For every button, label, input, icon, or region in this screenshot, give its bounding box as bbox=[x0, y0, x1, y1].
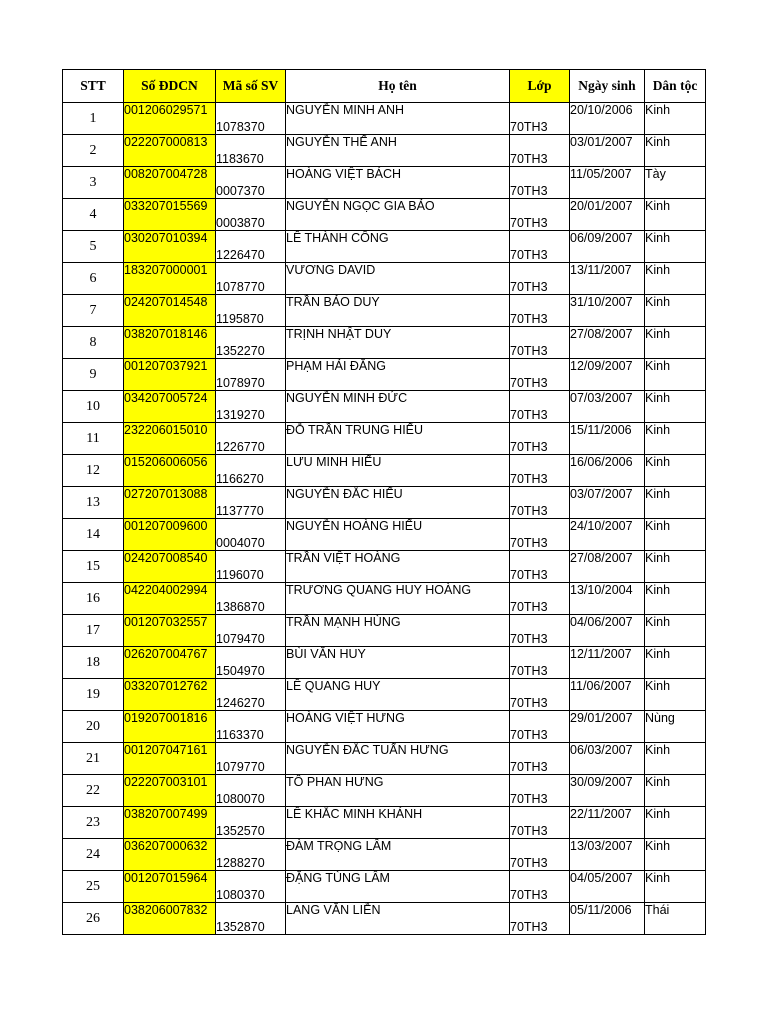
cell-student-id: 1226770 bbox=[216, 423, 286, 455]
cell-id-card: 019207001816 bbox=[124, 711, 216, 743]
table-row bbox=[63, 135, 706, 167]
cell-id-card: 001207047161 bbox=[124, 743, 216, 775]
cell-student-id: 1288270 bbox=[216, 839, 286, 871]
cell-class: 70TH3 bbox=[510, 231, 570, 263]
cell-ethnicity: Kinh bbox=[645, 839, 706, 871]
cell-class: 70TH3 bbox=[510, 487, 570, 519]
student-list-table bbox=[62, 69, 706, 935]
table-row bbox=[63, 871, 706, 903]
cell-stt: 12 bbox=[63, 455, 124, 487]
cell-id-card: 183207000001 bbox=[124, 263, 216, 295]
cell-class: 70TH3 bbox=[510, 423, 570, 455]
cell-name: TRẦN MẠNH HÙNG bbox=[286, 615, 510, 647]
cell-name: NGUYỄN ĐẮC TUẤN HƯNG bbox=[286, 743, 510, 775]
cell-class: 70TH3 bbox=[510, 327, 570, 359]
cell-name: PHẠM HẢI ĐĂNG bbox=[286, 359, 510, 391]
cell-student-id: 1504970 bbox=[216, 647, 286, 679]
cell-id-card: 232206015010 bbox=[124, 423, 216, 455]
cell-stt: 20 bbox=[63, 711, 124, 743]
table-row bbox=[63, 583, 706, 615]
cell-student-id: 1078970 bbox=[216, 359, 286, 391]
cell-student-id: 1166270 bbox=[216, 455, 286, 487]
cell-id-card: 015206006056 bbox=[124, 455, 216, 487]
cell-name: NGUYỄN THẾ ANH bbox=[286, 135, 510, 167]
cell-ethnicity: Kinh bbox=[645, 327, 706, 359]
cell-dob: 16/06/2006 bbox=[570, 455, 645, 487]
cell-name: LÊ THÀNH CÔNG bbox=[286, 231, 510, 263]
cell-dob: 07/03/2007 bbox=[570, 391, 645, 423]
cell-stt: 17 bbox=[63, 615, 124, 647]
table-row bbox=[63, 199, 706, 231]
cell-class: 70TH3 bbox=[510, 519, 570, 551]
cell-id-card: 001206029571 bbox=[124, 103, 216, 135]
cell-class: 70TH3 bbox=[510, 807, 570, 839]
cell-class: 70TH3 bbox=[510, 647, 570, 679]
cell-dob: 11/05/2007 bbox=[570, 167, 645, 199]
cell-stt: 19 bbox=[63, 679, 124, 711]
cell-stt: 9 bbox=[63, 359, 124, 391]
cell-dob: 27/08/2007 bbox=[570, 551, 645, 583]
cell-id-card: 033207012762 bbox=[124, 679, 216, 711]
cell-name: TRỊNH NHẬT DUY bbox=[286, 327, 510, 359]
cell-ethnicity: Kinh bbox=[645, 391, 706, 423]
cell-student-id: 1080370 bbox=[216, 871, 286, 903]
table-row bbox=[63, 743, 706, 775]
header-class: Lớp bbox=[510, 70, 570, 103]
cell-id-card: 024207014548 bbox=[124, 295, 216, 327]
table-row bbox=[63, 519, 706, 551]
cell-class: 70TH3 bbox=[510, 711, 570, 743]
cell-name: HOÀNG VIỆT BÁCH bbox=[286, 167, 510, 199]
cell-id-card: 001207015964 bbox=[124, 871, 216, 903]
cell-name: BÙI VĂN HUY bbox=[286, 647, 510, 679]
cell-name: VƯƠNG DAVID bbox=[286, 263, 510, 295]
cell-id-card: 036207000632 bbox=[124, 839, 216, 871]
cell-class: 70TH3 bbox=[510, 903, 570, 935]
cell-stt: 14 bbox=[63, 519, 124, 551]
cell-id-card: 022207003101 bbox=[124, 775, 216, 807]
cell-id-card: 008207004728 bbox=[124, 167, 216, 199]
cell-dob: 22/11/2007 bbox=[570, 807, 645, 839]
cell-stt: 6 bbox=[63, 263, 124, 295]
table-row bbox=[63, 615, 706, 647]
cell-stt: 18 bbox=[63, 647, 124, 679]
cell-student-id: 0004070 bbox=[216, 519, 286, 551]
cell-dob: 20/10/2006 bbox=[570, 103, 645, 135]
cell-ethnicity: Kinh bbox=[645, 743, 706, 775]
cell-class: 70TH3 bbox=[510, 167, 570, 199]
cell-student-id: 1078370 bbox=[216, 103, 286, 135]
cell-class: 70TH3 bbox=[510, 359, 570, 391]
cell-id-card: 030207010394 bbox=[124, 231, 216, 263]
cell-student-id: 1137770 bbox=[216, 487, 286, 519]
cell-name: ĐẶNG TÙNG LÂM bbox=[286, 871, 510, 903]
cell-id-card: 024207008540 bbox=[124, 551, 216, 583]
cell-stt: 2 bbox=[63, 135, 124, 167]
cell-student-id: 1078770 bbox=[216, 263, 286, 295]
cell-student-id: 1352870 bbox=[216, 903, 286, 935]
cell-ethnicity: Kinh bbox=[645, 295, 706, 327]
cell-dob: 15/11/2006 bbox=[570, 423, 645, 455]
table-row bbox=[63, 551, 706, 583]
header-ethnicity: Dân tộc bbox=[645, 70, 706, 103]
table-row bbox=[63, 647, 706, 679]
cell-dob: 06/09/2007 bbox=[570, 231, 645, 263]
cell-dob: 06/03/2007 bbox=[570, 743, 645, 775]
cell-student-id: 1226470 bbox=[216, 231, 286, 263]
cell-dob: 04/05/2007 bbox=[570, 871, 645, 903]
table-row bbox=[63, 423, 706, 455]
cell-ethnicity: Kinh bbox=[645, 423, 706, 455]
table-row bbox=[63, 327, 706, 359]
cell-id-card: 001207009600 bbox=[124, 519, 216, 551]
cell-name: LANG VĂN LIỄN bbox=[286, 903, 510, 935]
cell-ethnicity: Kinh bbox=[645, 199, 706, 231]
table-row bbox=[63, 263, 706, 295]
cell-name: NGUYỄN MINH ANH bbox=[286, 103, 510, 135]
cell-name: ĐỖ TRẦN TRUNG HIẾU bbox=[286, 423, 510, 455]
cell-stt: 4 bbox=[63, 199, 124, 231]
table-row bbox=[63, 775, 706, 807]
cell-name: TRẦN VIỆT HOÀNG bbox=[286, 551, 510, 583]
cell-ethnicity: Thái bbox=[645, 903, 706, 935]
cell-name: HOÀNG VIỆT HƯNG bbox=[286, 711, 510, 743]
cell-class: 70TH3 bbox=[510, 135, 570, 167]
cell-ethnicity: Kinh bbox=[645, 807, 706, 839]
cell-student-id: 1079770 bbox=[216, 743, 286, 775]
cell-student-id: 1080070 bbox=[216, 775, 286, 807]
cell-student-id: 1183670 bbox=[216, 135, 286, 167]
cell-dob: 13/11/2007 bbox=[570, 263, 645, 295]
header-id-card: Số ĐDCN bbox=[124, 70, 216, 103]
cell-ethnicity: Nùng bbox=[645, 711, 706, 743]
table-row bbox=[63, 711, 706, 743]
cell-ethnicity: Tày bbox=[645, 167, 706, 199]
cell-dob: 13/03/2007 bbox=[570, 839, 645, 871]
cell-student-id: 1352570 bbox=[216, 807, 286, 839]
cell-ethnicity: Kinh bbox=[645, 679, 706, 711]
cell-student-id: 1352270 bbox=[216, 327, 286, 359]
cell-ethnicity: Kinh bbox=[645, 775, 706, 807]
cell-student-id: 0003870 bbox=[216, 199, 286, 231]
cell-stt: 25 bbox=[63, 871, 124, 903]
header-stt: STT bbox=[63, 70, 124, 103]
cell-id-card: 042204002994 bbox=[124, 583, 216, 615]
cell-name: LÊ KHẮC MINH KHÁNH bbox=[286, 807, 510, 839]
cell-ethnicity: Kinh bbox=[645, 519, 706, 551]
table-row bbox=[63, 167, 706, 199]
cell-id-card: 033207015569 bbox=[124, 199, 216, 231]
cell-name: LƯU MINH HIẾU bbox=[286, 455, 510, 487]
cell-dob: 13/10/2004 bbox=[570, 583, 645, 615]
cell-stt: 11 bbox=[63, 423, 124, 455]
cell-dob: 29/01/2007 bbox=[570, 711, 645, 743]
cell-name: NGUYỄN NGỌC GIA BẢO bbox=[286, 199, 510, 231]
cell-stt: 21 bbox=[63, 743, 124, 775]
cell-ethnicity: Kinh bbox=[645, 455, 706, 487]
cell-name: LÊ QUANG HUY bbox=[286, 679, 510, 711]
cell-dob: 27/08/2007 bbox=[570, 327, 645, 359]
table-row bbox=[63, 807, 706, 839]
cell-id-card: 038207007499 bbox=[124, 807, 216, 839]
cell-class: 70TH3 bbox=[510, 391, 570, 423]
cell-ethnicity: Kinh bbox=[645, 135, 706, 167]
cell-id-card: 026207004767 bbox=[124, 647, 216, 679]
cell-class: 70TH3 bbox=[510, 743, 570, 775]
cell-id-card: 038207018146 bbox=[124, 327, 216, 359]
header-row bbox=[63, 70, 706, 103]
cell-stt: 24 bbox=[63, 839, 124, 871]
cell-ethnicity: Kinh bbox=[645, 359, 706, 391]
cell-stt: 26 bbox=[63, 903, 124, 935]
cell-dob: 03/01/2007 bbox=[570, 135, 645, 167]
cell-name: NGUYỄN MINH ĐỨC bbox=[286, 391, 510, 423]
cell-student-id: 1196070 bbox=[216, 551, 286, 583]
cell-class: 70TH3 bbox=[510, 455, 570, 487]
cell-dob: 12/11/2007 bbox=[570, 647, 645, 679]
cell-student-id: 0007370 bbox=[216, 167, 286, 199]
table-body bbox=[63, 103, 706, 935]
cell-ethnicity: Kinh bbox=[645, 583, 706, 615]
cell-id-card: 022207000813 bbox=[124, 135, 216, 167]
cell-dob: 20/01/2007 bbox=[570, 199, 645, 231]
cell-name: TÔ PHAN HƯNG bbox=[286, 775, 510, 807]
cell-dob: 30/09/2007 bbox=[570, 775, 645, 807]
cell-id-card: 034207005724 bbox=[124, 391, 216, 423]
cell-class: 70TH3 bbox=[510, 775, 570, 807]
cell-dob: 04/06/2007 bbox=[570, 615, 645, 647]
cell-ethnicity: Kinh bbox=[645, 551, 706, 583]
cell-stt: 13 bbox=[63, 487, 124, 519]
cell-dob: 31/10/2007 bbox=[570, 295, 645, 327]
cell-stt: 15 bbox=[63, 551, 124, 583]
cell-stt: 8 bbox=[63, 327, 124, 359]
table-row bbox=[63, 455, 706, 487]
cell-stt: 5 bbox=[63, 231, 124, 263]
header-name: Họ tên bbox=[286, 70, 510, 103]
table-row bbox=[63, 487, 706, 519]
cell-class: 70TH3 bbox=[510, 839, 570, 871]
table-row bbox=[63, 679, 706, 711]
cell-class: 70TH3 bbox=[510, 679, 570, 711]
table-row bbox=[63, 903, 706, 935]
cell-class: 70TH3 bbox=[510, 103, 570, 135]
cell-student-id: 1079470 bbox=[216, 615, 286, 647]
cell-name: NGUYỄN ĐẮC HIẾU bbox=[286, 487, 510, 519]
cell-ethnicity: Kinh bbox=[645, 647, 706, 679]
cell-name: TRƯƠNG QUANG HUY HOÀNG bbox=[286, 583, 510, 615]
cell-student-id: 1246270 bbox=[216, 679, 286, 711]
cell-stt: 1 bbox=[63, 103, 124, 135]
cell-class: 70TH3 bbox=[510, 199, 570, 231]
cell-dob: 03/07/2007 bbox=[570, 487, 645, 519]
table-row bbox=[63, 839, 706, 871]
cell-id-card: 001207032557 bbox=[124, 615, 216, 647]
cell-dob: 11/06/2007 bbox=[570, 679, 645, 711]
cell-stt: 7 bbox=[63, 295, 124, 327]
cell-ethnicity: Kinh bbox=[645, 103, 706, 135]
cell-id-card: 027207013088 bbox=[124, 487, 216, 519]
cell-class: 70TH3 bbox=[510, 295, 570, 327]
cell-dob: 24/10/2007 bbox=[570, 519, 645, 551]
header-student-id: Mã số SV bbox=[216, 70, 286, 103]
cell-stt: 23 bbox=[63, 807, 124, 839]
table-row bbox=[63, 359, 706, 391]
table-row bbox=[63, 391, 706, 423]
table-row bbox=[63, 295, 706, 327]
cell-ethnicity: Kinh bbox=[645, 231, 706, 263]
cell-id-card: 001207037921 bbox=[124, 359, 216, 391]
cell-class: 70TH3 bbox=[510, 263, 570, 295]
cell-dob: 12/09/2007 bbox=[570, 359, 645, 391]
cell-class: 70TH3 bbox=[510, 551, 570, 583]
table-row bbox=[63, 103, 706, 135]
cell-class: 70TH3 bbox=[510, 871, 570, 903]
cell-id-card: 038206007832 bbox=[124, 903, 216, 935]
header-dob: Ngày sinh bbox=[570, 70, 645, 103]
cell-class: 70TH3 bbox=[510, 583, 570, 615]
cell-stt: 3 bbox=[63, 167, 124, 199]
cell-stt: 10 bbox=[63, 391, 124, 423]
cell-stt: 16 bbox=[63, 583, 124, 615]
cell-name: TRẦN BẢO DUY bbox=[286, 295, 510, 327]
table-row bbox=[63, 231, 706, 263]
cell-ethnicity: Kinh bbox=[645, 615, 706, 647]
cell-ethnicity: Kinh bbox=[645, 263, 706, 295]
cell-ethnicity: Kinh bbox=[645, 487, 706, 519]
cell-ethnicity: Kinh bbox=[645, 871, 706, 903]
cell-dob: 05/11/2006 bbox=[570, 903, 645, 935]
cell-stt: 22 bbox=[63, 775, 124, 807]
cell-class: 70TH3 bbox=[510, 615, 570, 647]
cell-student-id: 1386870 bbox=[216, 583, 286, 615]
cell-student-id: 1163370 bbox=[216, 711, 286, 743]
cell-student-id: 1319270 bbox=[216, 391, 286, 423]
cell-name: NGUYỄN HOÀNG HIẾU bbox=[286, 519, 510, 551]
cell-name: ĐÀM TRỌNG LÂM bbox=[286, 839, 510, 871]
cell-student-id: 1195870 bbox=[216, 295, 286, 327]
